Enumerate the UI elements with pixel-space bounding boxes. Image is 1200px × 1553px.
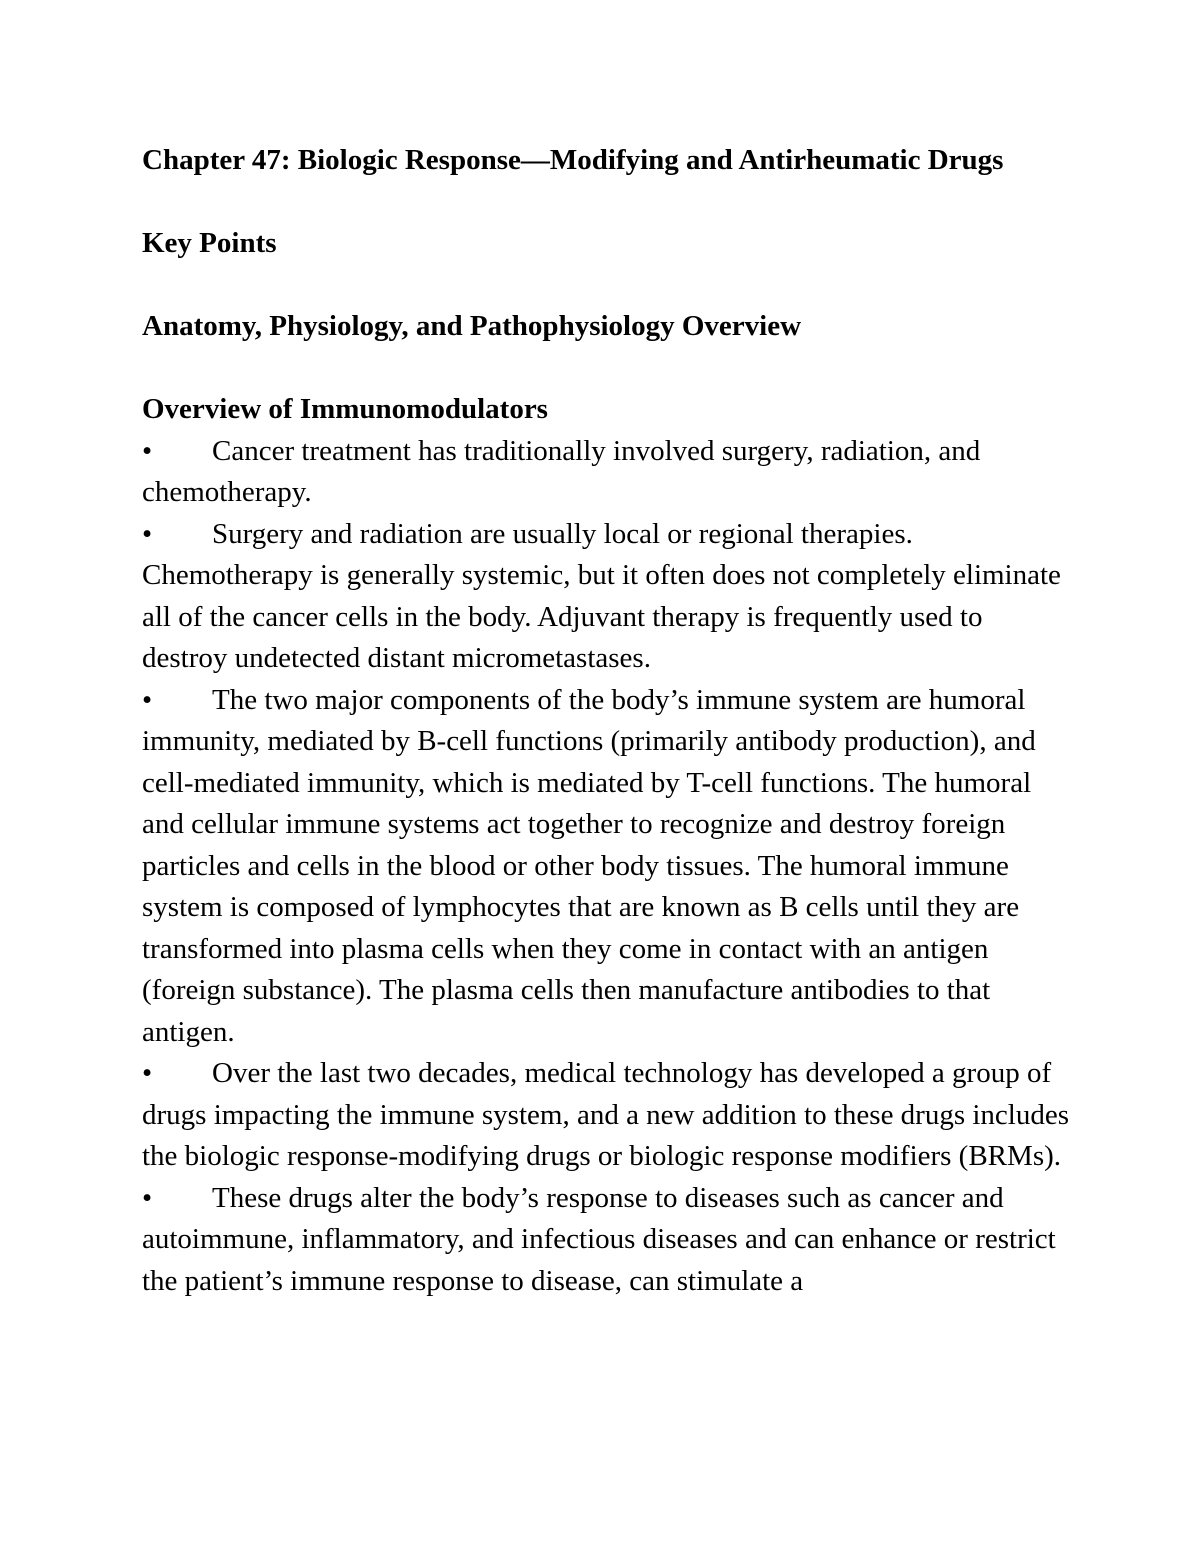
- bullet-marker: •: [142, 517, 153, 550]
- bullet-marker: •: [142, 434, 153, 467]
- chapter-title: Chapter 47: Biologic Response—Modifying and Antirheumatic Drugs: [142, 144, 1004, 176]
- bullet-text: Cancer treatment has traditionally involved surgery, radiation, and chemotherapy.: [142, 434, 981, 508]
- bullet-marker: •: [142, 683, 153, 716]
- list-item: [142, 431, 1072, 514]
- bullet-text: Surgery and radiation are usually local or regional therapies. Chemotherapy is generally systemic, but it often does not completely eliminate all of the cancer cells in the body. Adjuvant therapy is frequently used to destroy undetected distant micrometastases.: [142, 517, 1061, 674]
- document-page: [142, 140, 1072, 1302]
- bullet-text: These drugs alter the body’s response to diseases such as cancer and autoimmune, inflammatory, and infectious diseases and can enhance or restrict the patient’s immune response to disease, can stimulate a: [142, 1181, 1056, 1297]
- list-item: [142, 514, 1072, 680]
- list-item: [142, 1178, 1072, 1303]
- key-points-heading: Key Points: [142, 227, 277, 259]
- bullet-marker: •: [142, 1181, 153, 1214]
- section-heading: Anatomy, Physiology, and Pathophysiology Overview: [142, 310, 802, 342]
- bullet-text: Over the last two decades, medical technology has developed a group of drugs impacting the immune system, and a new addition to these drugs includes the biologic response-modifying drugs or biologic response modifiers (BRMs).: [142, 1057, 1070, 1172]
- list-item: [142, 1053, 1072, 1178]
- bullet-list: [142, 431, 1072, 1303]
- bullet-marker: •: [142, 1057, 153, 1089]
- bullet-text: The two major components of the body’s immune system are humoral immunity, mediated by B-cell functions (primarily antibody production), and cell-mediated immunity, which is mediated by T-cell functions. The humoral and cellular immune systems act together to recognize and destroy foreign particles and cells in the blood or other body tissues. The humoral immune system is composed of lymphocytes that are known as B cells until they are transformed into plasma cells when they come in contact with an antigen (foreign substance). The plasma cells then manufacture antibodies to that antigen.: [142, 683, 1036, 1048]
- subsection-heading: Overview of Immunomodulators: [142, 393, 548, 425]
- list-item: [142, 680, 1072, 1054]
